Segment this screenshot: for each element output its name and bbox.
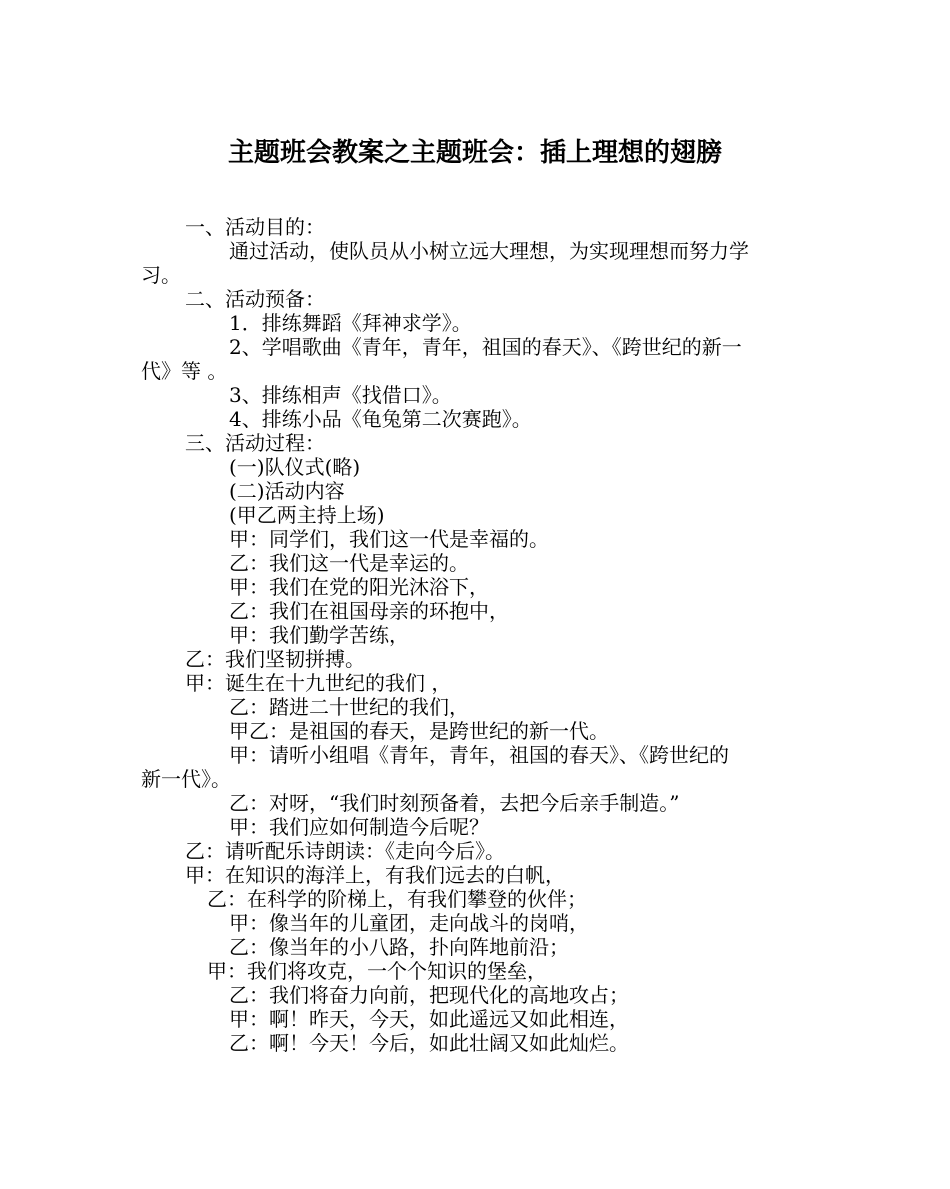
text-line: (甲乙两主持上场) xyxy=(229,503,385,527)
text-line: 通过活动，使队员从小树立远大理想，为实现理想而努力学 xyxy=(229,239,749,263)
text-line: 甲乙：是祖国的春天，是跨世纪的新一代。 xyxy=(229,719,609,743)
text-line: 三、活动过程： xyxy=(185,431,325,455)
text-line: 乙：请听配乐诗朗读：《走向今后》。 xyxy=(185,839,505,863)
text-line: 乙：对呀，“我们时刻预备着，去把今后亲手制造。” xyxy=(229,791,680,815)
text-line: (一)队仪式(略) xyxy=(229,455,361,479)
text-line: 乙：我们在祖国母亲的环抱中， xyxy=(229,599,509,623)
text-line: 甲：诞生在十九世纪的我们 ， xyxy=(185,671,452,695)
text-line: (二)活动内容 xyxy=(229,479,345,503)
text-line: 2、学唱歌曲《青年，青年，祖国的春天》、《跨世纪的新一 xyxy=(229,335,742,359)
text-line: 甲：我们应如何制造今后呢？ xyxy=(229,815,489,839)
text-line: 甲：同学们，我们这一代是幸福的。 xyxy=(229,527,549,551)
text-line: 甲：在知识的海洋上，有我们远去的白帆， xyxy=(185,863,565,887)
text-line: 甲：啊！昨天，今天，如此遥远又如此相连， xyxy=(229,1007,629,1031)
text-line: 甲：我们在党的阳光沐浴下， xyxy=(229,575,489,599)
text-line: 习。 xyxy=(141,263,181,287)
text-line: 乙：啊！今天！今后，如此壮阔又如此灿烂。 xyxy=(229,1031,629,1055)
text-line: 一、活动目的： xyxy=(185,215,325,239)
text-line: 1．排练舞蹈《拜神求学》。 xyxy=(229,311,472,335)
text-line: 甲：请听小组唱《青年，青年，祖国的春天》、《跨世纪的 xyxy=(229,743,729,767)
text-line: 二、活动预备： xyxy=(185,287,325,311)
text-line: 3、排练相声《找借口》。 xyxy=(229,383,452,407)
text-line: 乙：我们将奋力向前，把现代化的高地攻占； xyxy=(229,983,629,1007)
text-line: 甲：我们将攻克，一个个知识的堡垒， xyxy=(207,959,547,983)
text-line: 4、排练小品《龟兔第二次赛跑》。 xyxy=(229,407,532,431)
text-line: 乙：我们坚韧拼搏。 xyxy=(185,647,365,671)
text-line: 乙：在科学的阶梯上，有我们攀登的伙伴； xyxy=(207,887,587,911)
document-title: 主题班会教案之主题班会：插上理想的翅膀 xyxy=(227,138,722,168)
text-line: 代》等 。 xyxy=(141,359,228,383)
text-line: 乙：像当年的小八路，扑向阵地前沿； xyxy=(229,935,569,959)
text-line: 乙：我们这一代是幸运的。 xyxy=(229,551,469,575)
text-line: 甲：我们勤学苦练， xyxy=(229,623,409,647)
text-line: 甲：像当年的儿童团，走向战斗的岗哨， xyxy=(229,911,589,935)
text-line: 新一代》。 xyxy=(141,767,231,791)
text-line: 乙：踏进二十世纪的我们， xyxy=(229,695,469,719)
